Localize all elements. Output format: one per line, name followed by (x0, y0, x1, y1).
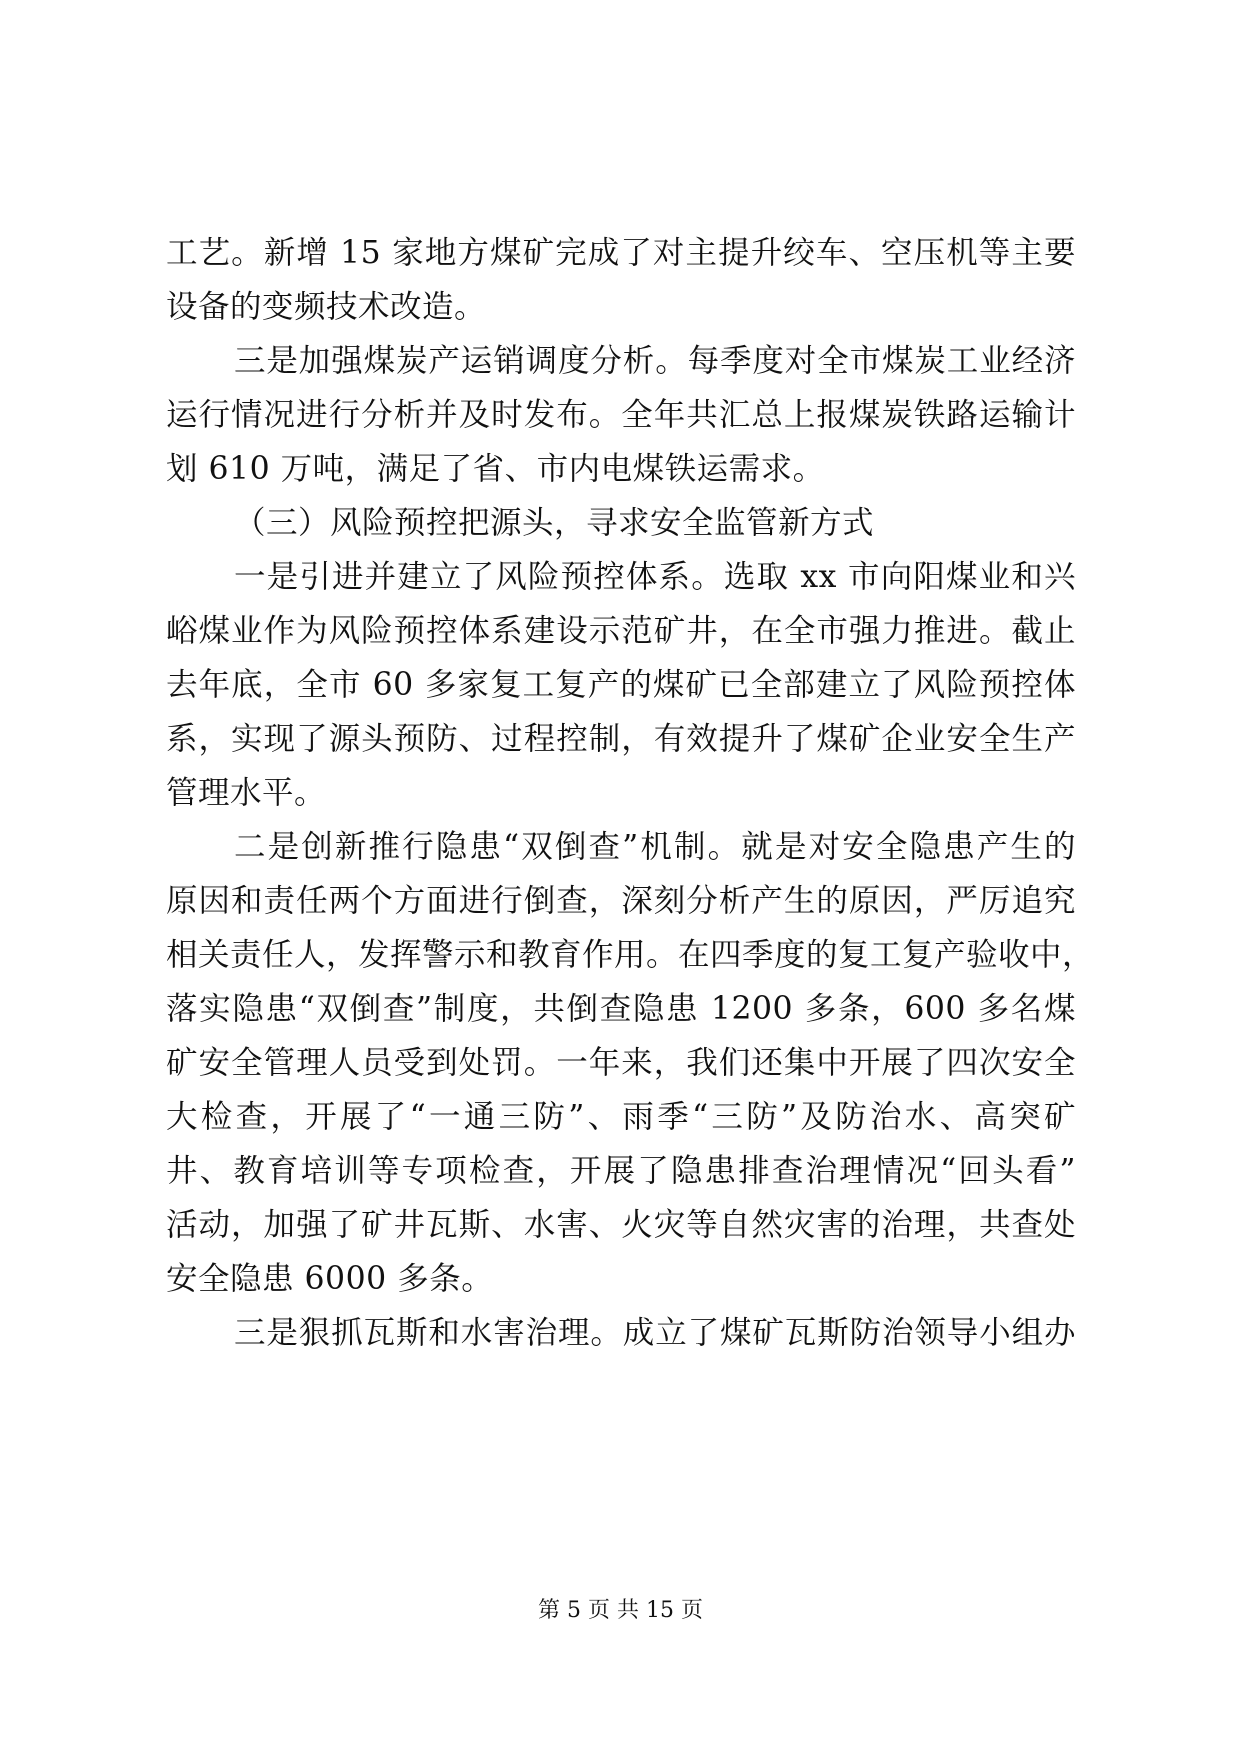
text-line: 工艺。新增 15 家地方煤矿完成了对主提升绞车、空压机等主要 (166, 235, 1076, 271)
text-line: 管理水平。 (166, 775, 327, 811)
text-line: 原因和责任两个方面进行倒查，深刻分析产生的原因，严厉追究 (166, 883, 1076, 919)
text-line: 活动，加强了矿井瓦斯、水害、火灾等自然灾害的治理，共查处 (166, 1207, 1076, 1243)
paragraph-first-line: 一是引进并建立了风险预控体系。选取 xx 市向阳煤业和兴 (234, 559, 1076, 595)
text-line: 落实隐患“双倒查”制度，共倒查隐患 1200 多条，600 多名煤 (166, 991, 1076, 1027)
paragraph-first-line: 二是创新推行隐患“双倒查”机制。就是对安全隐患产生的 (234, 829, 1076, 865)
text-line: 设备的变频技术改造。 (166, 289, 487, 325)
text-line: 矿安全管理人员受到处罚。一年来，我们还集中开展了四次安全 (166, 1045, 1076, 1081)
text-line: 大检查，开展了“一通三防”、雨季“三防”及防治水、高突矿 (166, 1099, 1076, 1135)
paragraph-first-line: 三是加强煤炭产运销调度分析。每季度对全市煤炭工业经济 (234, 343, 1076, 379)
text-line: 安全隐患 6000 多条。 (166, 1261, 494, 1297)
paragraph-first-line: 三是狠抓瓦斯和水害治理。成立了煤矿瓦斯防治领导小组办 (234, 1315, 1076, 1351)
text-line: 运行情况进行分析并及时发布。全年共汇总上报煤炭铁路运输计 (166, 397, 1076, 433)
section-heading: （三）风险预控把源头，寻求安全监管新方式 (234, 505, 875, 541)
text-line: 去年底，全市 60 多家复工复产的煤矿已全部建立了风险预控体 (166, 667, 1076, 703)
text-line: 系，实现了源头预防、过程控制，有效提升了煤矿企业安全生产 (166, 721, 1076, 757)
text-line: 井、教育培训等专项检查，开展了隐患排查治理情况“回头看” (166, 1153, 1076, 1189)
page-number-footer: 第 5 页 共 15 页 (538, 1598, 703, 1623)
document-body (166, 226, 1095, 1360)
text-line: 划 610 万吨，满足了省、市内电煤铁运需求。 (166, 451, 825, 487)
text-line: 峪煤业作为风险预控体系建设示范矿井，在全市强力推进。截止 (166, 613, 1076, 649)
text-line: 相关责任人，发挥警示和教育作用。在四季度的复工复产验收中， (166, 937, 1095, 973)
